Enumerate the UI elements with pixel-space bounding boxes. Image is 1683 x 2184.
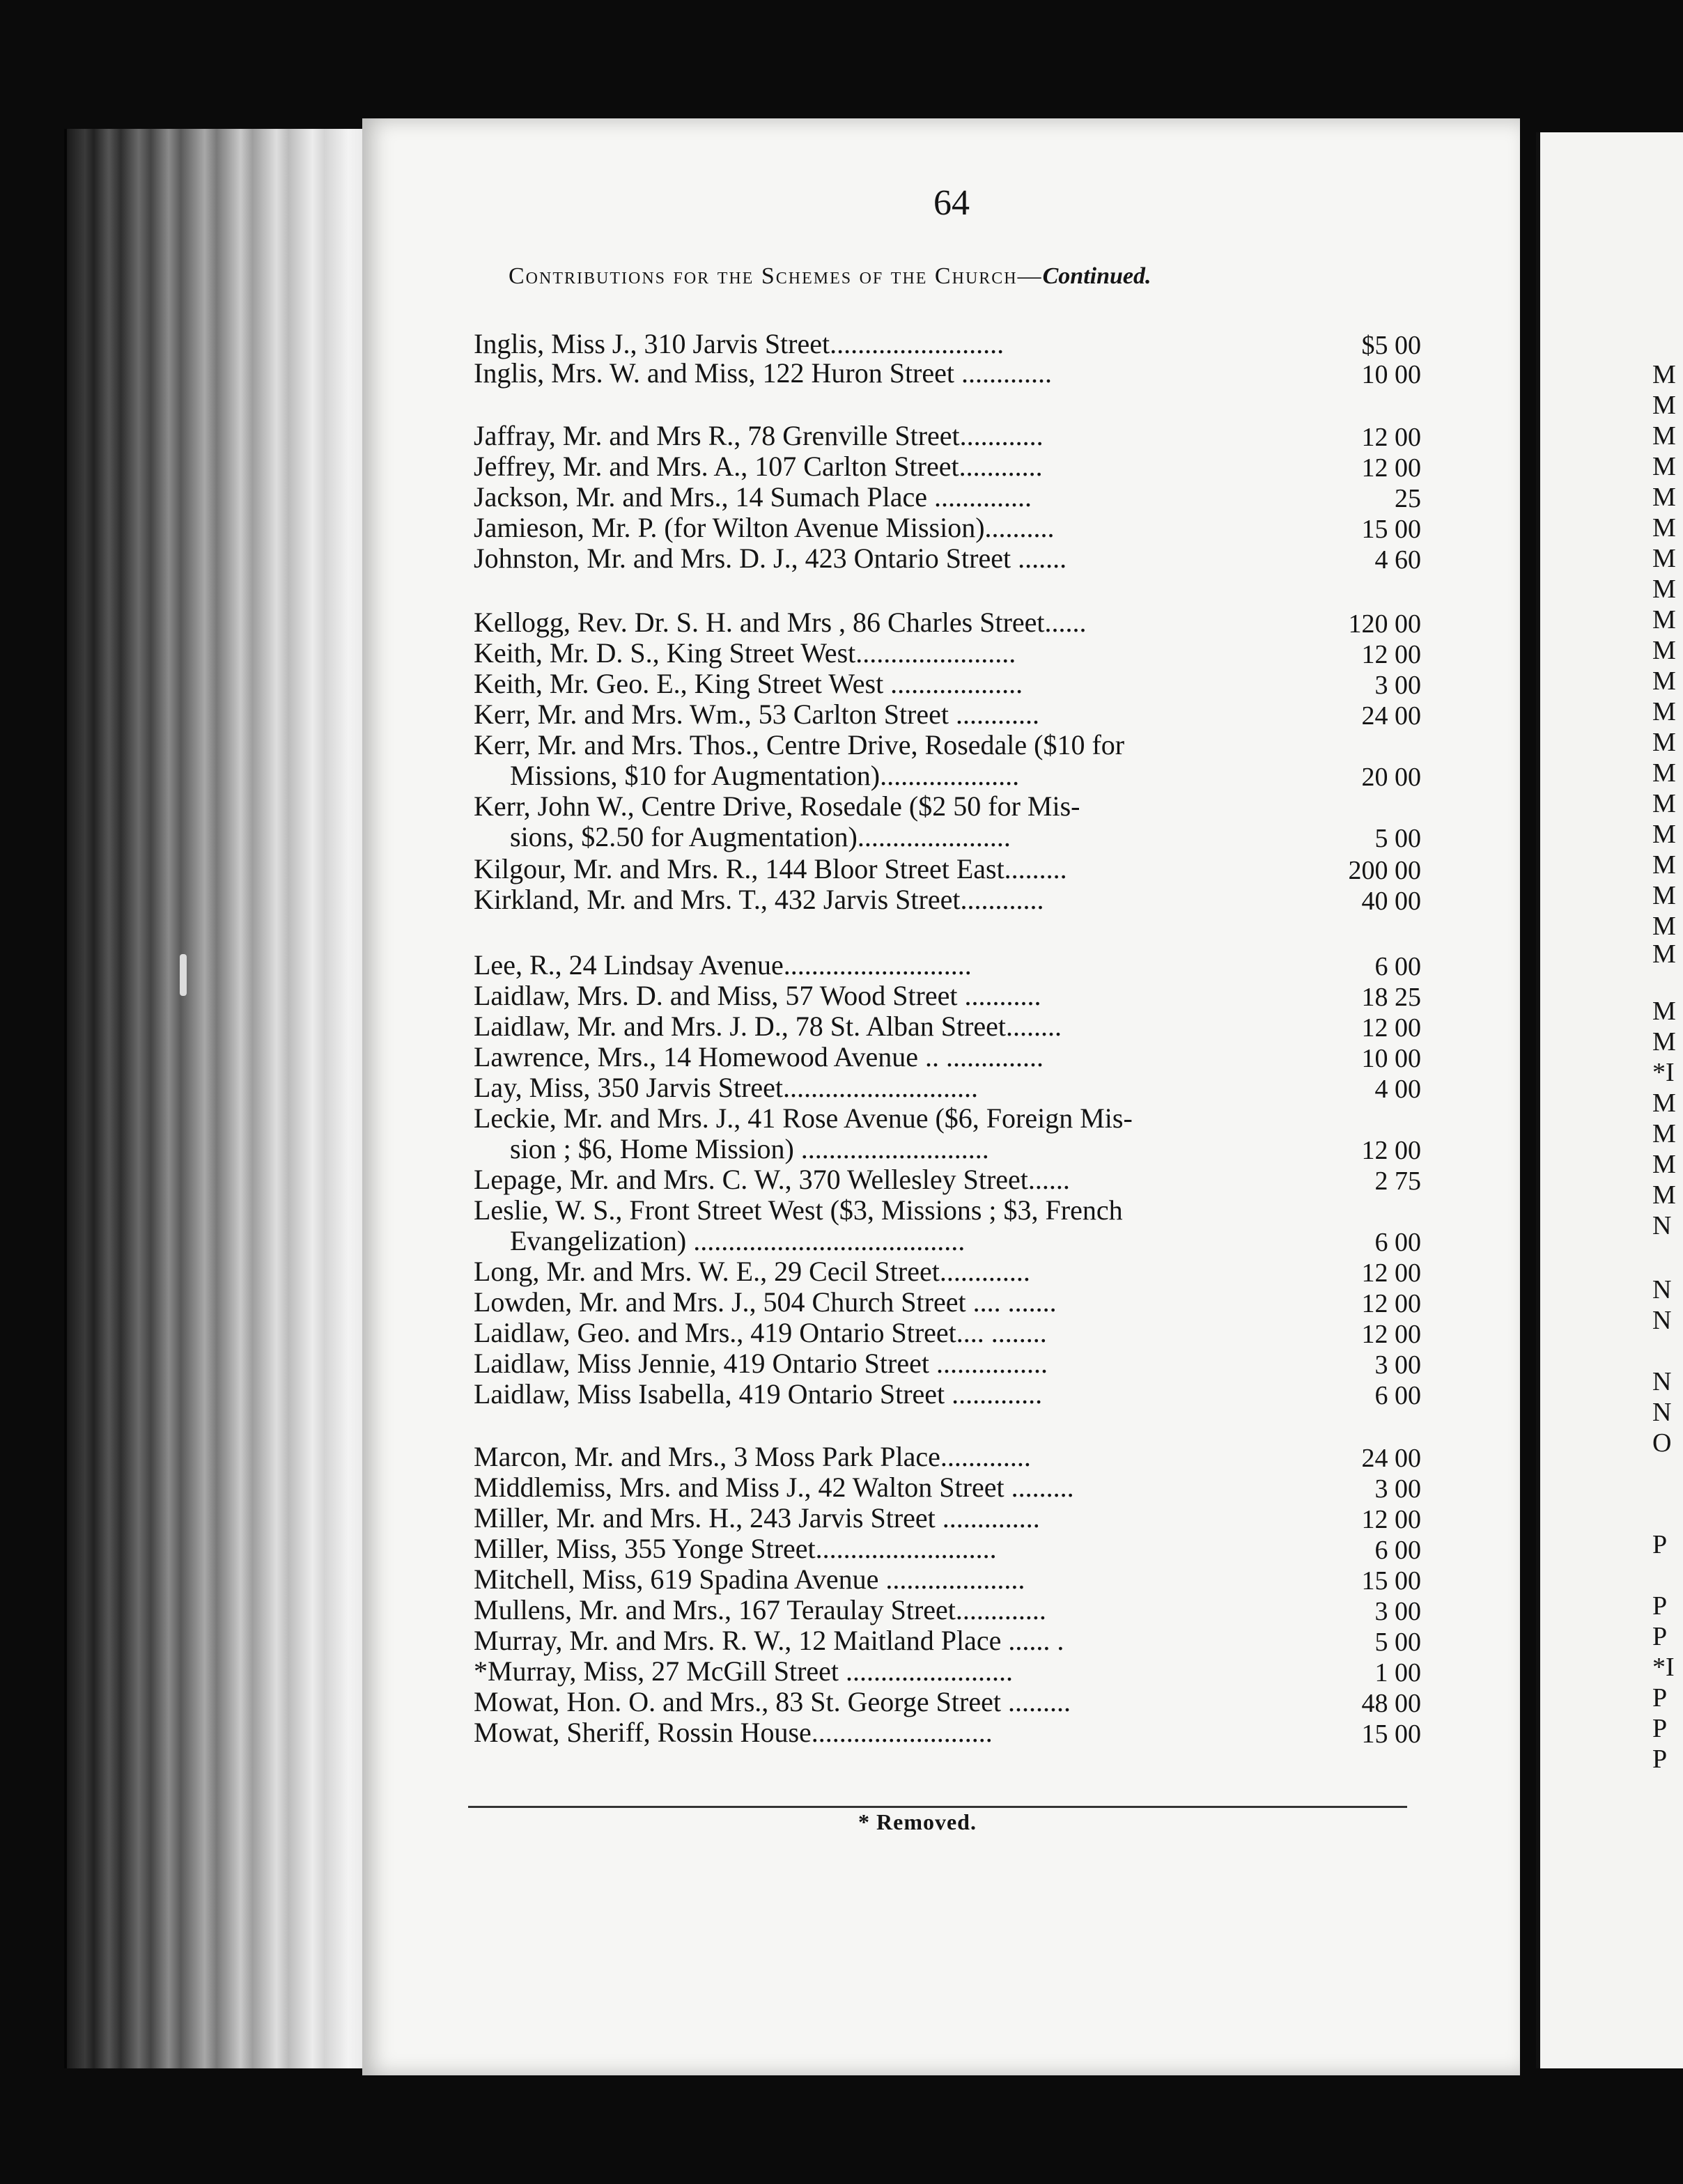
list-item bbox=[474, 607, 1296, 638]
entry-text: Laidlaw, Miss Jennie, 419 Ontario Street ................ bbox=[474, 1348, 1048, 1379]
entry-text: Lepage, Mr. and Mrs. C. W., 370 Wellesley Street...... bbox=[474, 1164, 1070, 1195]
right-page-fragment: N bbox=[1652, 1398, 1672, 1427]
right-page-fragment: M bbox=[1652, 391, 1676, 420]
list-item bbox=[474, 358, 1296, 389]
right-page-fragment: P bbox=[1652, 1530, 1668, 1559]
entry-text: Mowat, Hon. O. and Mrs., 83 St. George Street ......... bbox=[474, 1686, 1071, 1717]
list-item bbox=[474, 421, 1296, 451]
entry-amount: 10 00 bbox=[1361, 360, 1421, 389]
right-page-fragment: P bbox=[1652, 1591, 1668, 1621]
list-item bbox=[474, 638, 1296, 669]
right-page-fragment: O bbox=[1652, 1428, 1672, 1458]
list-item bbox=[474, 1348, 1296, 1379]
right-page-fragment: M bbox=[1652, 483, 1676, 512]
entry-text: Kerr, Mr. and Mrs. Wm., 53 Carlton Street ............ bbox=[474, 699, 1039, 730]
entry-text: Kerr, Mr. and Mrs. Thos., Centre Drive, Rosedale ($10 for bbox=[474, 729, 1125, 760]
right-page-fragment: M bbox=[1652, 636, 1676, 665]
right-page-fragment: M bbox=[1652, 789, 1676, 818]
right-page-fragment: M bbox=[1652, 452, 1676, 481]
entry-text-continued: Evangelization) ....................................... bbox=[510, 1225, 965, 1256]
list-item bbox=[474, 1564, 1296, 1595]
right-page-fragment: M bbox=[1652, 758, 1676, 788]
list-item bbox=[474, 1103, 1296, 1164]
list-item bbox=[474, 1534, 1296, 1564]
entry-text: Middlemiss, Mrs. and Miss J., 42 Walton Street ......... bbox=[474, 1472, 1074, 1503]
entry-amount: 3 00 bbox=[1374, 671, 1421, 700]
entry-amount: 120 00 bbox=[1348, 609, 1421, 639]
list-item bbox=[474, 513, 1296, 543]
right-page-fragment: M bbox=[1652, 575, 1676, 604]
entry-amount: 3 00 bbox=[1374, 1350, 1421, 1380]
entry-amount: 1 00 bbox=[1374, 1658, 1421, 1687]
list-item bbox=[474, 1072, 1296, 1103]
entry-text-continued: Missions, $10 for Augmentation).................... bbox=[510, 760, 1020, 791]
right-page-fragment: M bbox=[1652, 1027, 1676, 1056]
list-item bbox=[474, 1503, 1296, 1534]
entry-text: Jaffray, Mr. and Mrs R., 78 Grenville Street............ bbox=[474, 420, 1044, 451]
list-item bbox=[474, 1687, 1296, 1717]
list-item bbox=[474, 950, 1296, 981]
entry-amount: 20 00 bbox=[1361, 763, 1421, 792]
right-page-fragment: M bbox=[1652, 912, 1676, 941]
right-page-fragment: M bbox=[1652, 544, 1676, 573]
entry-amount: 5 00 bbox=[1374, 824, 1421, 853]
entry-amount: 18 25 bbox=[1361, 983, 1421, 1012]
entry-text: Laidlaw, Geo. and Mrs., 419 Ontario Street.... ........ bbox=[474, 1317, 1047, 1348]
list-item bbox=[474, 1287, 1296, 1318]
right-page-fragment: N bbox=[1652, 1211, 1672, 1240]
entry-text: Marcon, Mr. and Mrs., 3 Moss Park Place............. bbox=[474, 1441, 1031, 1472]
right-page-fragment: M bbox=[1652, 421, 1676, 451]
list-item bbox=[474, 1042, 1296, 1072]
right-page-fragment: N bbox=[1652, 1367, 1672, 1396]
list-item bbox=[474, 1442, 1296, 1472]
entry-amount: 12 00 bbox=[1361, 423, 1421, 452]
list-item bbox=[474, 1595, 1296, 1625]
entry-text: *Murray, Miss, 27 McGill Street ........................ bbox=[474, 1655, 1014, 1687]
entry-text-continued: sion ; $6, Home Mission) ........................... bbox=[510, 1133, 989, 1164]
list-item bbox=[474, 329, 1296, 359]
right-page-fragment: P bbox=[1652, 1683, 1668, 1713]
entry-text: Kellogg, Rev. Dr. S. H. and Mrs , 86 Charles Street...... bbox=[474, 607, 1087, 638]
entry-amount: 2 75 bbox=[1374, 1167, 1421, 1196]
right-page-fragment: N bbox=[1652, 1275, 1672, 1304]
entry-amount: $5 00 bbox=[1361, 331, 1421, 360]
list-item bbox=[474, 482, 1296, 513]
list-item bbox=[474, 1164, 1296, 1195]
right-page-fragment: M bbox=[1652, 605, 1676, 634]
entry-amount: 40 00 bbox=[1361, 887, 1421, 916]
list-item bbox=[474, 1011, 1296, 1042]
entry-amount: 48 00 bbox=[1361, 1689, 1421, 1718]
list-item bbox=[474, 791, 1296, 852]
right-page-fragment: M bbox=[1652, 1119, 1676, 1148]
entry-amount: 6 00 bbox=[1374, 1228, 1421, 1257]
list-item bbox=[474, 1625, 1296, 1656]
heading-main: Contributions for the Schemes of the Church— bbox=[509, 263, 1043, 289]
entry-amount: 12 00 bbox=[1361, 1013, 1421, 1043]
entry-amount: 24 00 bbox=[1361, 1444, 1421, 1473]
right-page-fragment: M bbox=[1652, 850, 1676, 880]
entry-text: Laidlaw, Mr. and Mrs. J. D., 78 St. Alban Street........ bbox=[474, 1011, 1062, 1042]
right-page-fragment: M bbox=[1652, 697, 1676, 726]
entry-amount: 12 00 bbox=[1361, 1136, 1421, 1165]
entry-amount: 6 00 bbox=[1374, 1381, 1421, 1410]
entry-amount: 3 00 bbox=[1374, 1474, 1421, 1504]
right-page-fragment: P bbox=[1652, 1622, 1668, 1651]
list-item bbox=[474, 1195, 1296, 1256]
right-page-fragment: M bbox=[1652, 1089, 1676, 1118]
entry-text: Murray, Mr. and Mrs. R. W., 12 Maitland Place ...... . bbox=[474, 1625, 1064, 1656]
right-page-fragment: *I bbox=[1652, 1653, 1675, 1682]
entry-text: Inglis, Miss J., 310 Jarvis Street......................... bbox=[474, 328, 1005, 359]
list-item bbox=[474, 699, 1296, 730]
right-page-fragment: *I bbox=[1652, 1058, 1675, 1087]
list-item bbox=[474, 1656, 1296, 1687]
right-page-fragment: M bbox=[1652, 1150, 1676, 1179]
right-page-fragment: M bbox=[1652, 939, 1676, 969]
entry-amount: 15 00 bbox=[1361, 1566, 1421, 1596]
list-item bbox=[474, 1472, 1296, 1503]
page-number: 64 bbox=[933, 183, 970, 223]
entry-text: Kilgour, Mr. and Mrs. R., 144 Bloor Street East......... bbox=[474, 853, 1067, 884]
entry-amount: 4 60 bbox=[1374, 545, 1421, 575]
entry-text: Leslie, W. S., Front Street West ($3, Missions ; $3, French bbox=[474, 1194, 1123, 1226]
entry-amount: 3 00 bbox=[1374, 1597, 1421, 1626]
right-page-fragment: M bbox=[1652, 360, 1676, 389]
entry-text: Kirkland, Mr. and Mrs. T., 432 Jarvis Street............ bbox=[474, 884, 1044, 915]
list-item bbox=[474, 669, 1296, 699]
entry-text: Long, Mr. and Mrs. W. E., 29 Cecil Street............. bbox=[474, 1256, 1030, 1287]
list-item bbox=[474, 543, 1296, 574]
right-page-fragment: M bbox=[1652, 820, 1676, 849]
right-page-fragment: M bbox=[1652, 881, 1676, 910]
entry-text-continued: sions, $2.50 for Augmentation)...................... bbox=[510, 821, 1011, 852]
entry-amount: 10 00 bbox=[1361, 1044, 1421, 1073]
entry-amount: 12 00 bbox=[1361, 640, 1421, 669]
entry-amount: 25 bbox=[1395, 484, 1421, 513]
entry-amount: 24 00 bbox=[1361, 701, 1421, 731]
right-page-fragment: P bbox=[1652, 1745, 1668, 1774]
entry-amount: 4 00 bbox=[1374, 1075, 1421, 1104]
entry-text: Laidlaw, Miss Isabella, 419 Ontario Street ............. bbox=[474, 1378, 1043, 1410]
right-page-fragment: M bbox=[1652, 513, 1676, 543]
entry-text: Keith, Mr. D. S., King Street West....................... bbox=[474, 637, 1016, 669]
list-item bbox=[474, 1717, 1296, 1748]
entry-amount: 15 00 bbox=[1361, 515, 1421, 544]
entry-amount: 6 00 bbox=[1374, 952, 1421, 981]
entry-text: Jackson, Mr. and Mrs., 14 Sumach Place .............. bbox=[474, 481, 1032, 513]
right-page-fragment: M bbox=[1652, 1180, 1676, 1210]
list-item bbox=[474, 1318, 1296, 1348]
entry-text: Kerr, John W., Centre Drive, Rosedale ($2 50 for Mis- bbox=[474, 790, 1080, 822]
entry-amount: 6 00 bbox=[1374, 1536, 1421, 1565]
entry-amount: 12 00 bbox=[1361, 1505, 1421, 1534]
heading-continued: Continued. bbox=[1042, 263, 1151, 289]
entry-text: Miller, Miss, 355 Yonge Street.......................... bbox=[474, 1533, 997, 1564]
entry-amount: 5 00 bbox=[1374, 1628, 1421, 1657]
entry-text: Miller, Mr. and Mrs. H., 243 Jarvis Street .............. bbox=[474, 1502, 1040, 1534]
entry-text: Jamieson, Mr. P. (for Wilton Avenue Mission).......... bbox=[474, 512, 1055, 543]
entry-text: Laidlaw, Mrs. D. and Miss, 57 Wood Street ........... bbox=[474, 980, 1041, 1011]
list-item bbox=[474, 854, 1296, 884]
list-item bbox=[474, 1379, 1296, 1410]
right-page-fragment: M bbox=[1652, 728, 1676, 757]
entry-text: Leckie, Mr. and Mrs. J., 41 Rose Avenue ($6, Foreign Mis- bbox=[474, 1102, 1133, 1134]
entry-text: Lowden, Mr. and Mrs. J., 504 Church Street .... ....... bbox=[474, 1286, 1057, 1318]
entry-text: Mitchell, Miss, 619 Spadina Avenue .................... bbox=[474, 1563, 1025, 1595]
list-item bbox=[474, 1256, 1296, 1287]
list-item bbox=[474, 451, 1296, 482]
entry-text: Lay, Miss, 350 Jarvis Street............................ bbox=[474, 1072, 979, 1103]
entry-text: Johnston, Mr. and Mrs. D. J., 423 Ontario Street ....... bbox=[474, 543, 1067, 574]
footnote: * Removed. bbox=[858, 1809, 977, 1834]
entry-amount: 200 00 bbox=[1348, 856, 1421, 885]
footnote-rule bbox=[468, 1806, 1407, 1808]
list-item bbox=[474, 730, 1296, 791]
entry-text: Keith, Mr. Geo. E., King Street West ................... bbox=[474, 668, 1023, 699]
right-page-fragment: N bbox=[1652, 1306, 1672, 1335]
right-page-fragment: M bbox=[1652, 666, 1676, 696]
entry-amount: 12 00 bbox=[1361, 1258, 1421, 1288]
list-item bbox=[474, 981, 1296, 1011]
entry-text: Lawrence, Mrs., 14 Homewood Avenue .. .............. bbox=[474, 1041, 1044, 1072]
entry-text: Mullens, Mr. and Mrs., 167 Teraulay Street............. bbox=[474, 1594, 1046, 1625]
entry-text: Inglis, Mrs. W. and Miss, 122 Huron Street ............. bbox=[474, 357, 1052, 389]
entry-amount: 12 00 bbox=[1361, 453, 1421, 483]
entry-amount: 15 00 bbox=[1361, 1719, 1421, 1749]
list-item bbox=[474, 884, 1296, 915]
entry-text: Jeffrey, Mr. and Mrs. A., 107 Carlton Street............ bbox=[474, 451, 1043, 482]
entry-text: Lee, R., 24 Lindsay Avenue........................... bbox=[474, 949, 972, 981]
right-page-fragment: M bbox=[1652, 997, 1676, 1026]
right-page-fragment: P bbox=[1652, 1714, 1668, 1743]
entry-amount: 12 00 bbox=[1361, 1289, 1421, 1318]
entry-amount: 12 00 bbox=[1361, 1320, 1421, 1349]
entry-text: Mowat, Sheriff, Rossin House.......................... bbox=[474, 1717, 993, 1748]
